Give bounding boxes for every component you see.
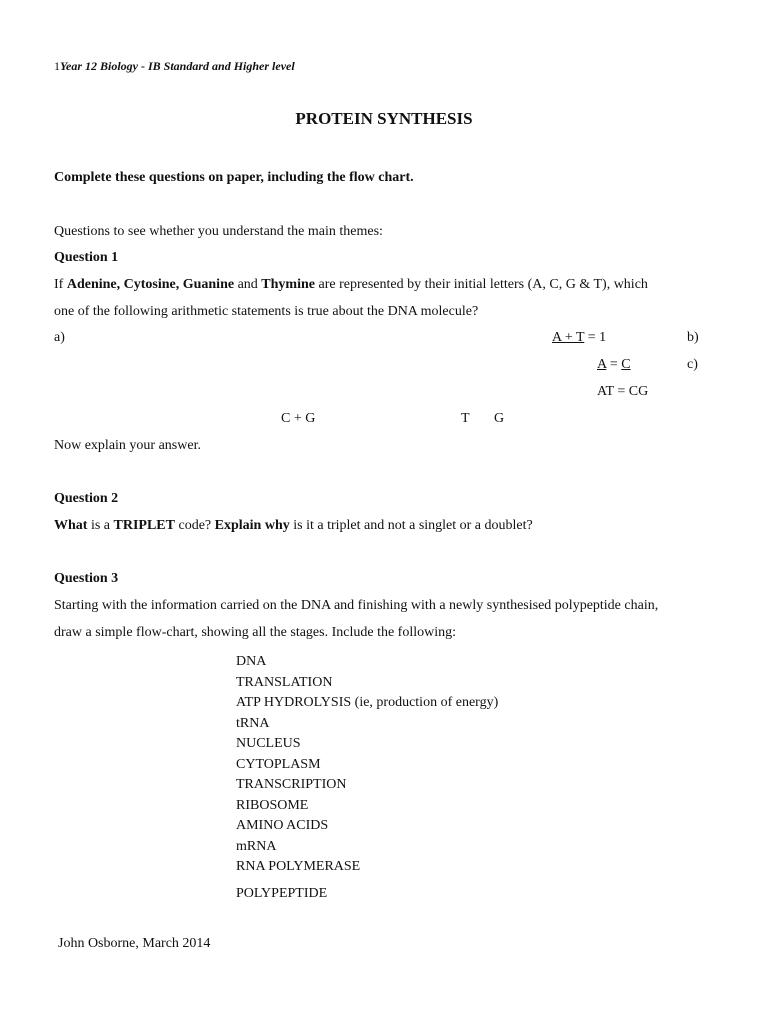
option-a-label: a) [54,330,65,345]
list-item: TRANSLATION [236,674,333,690]
question-3-line-2: draw a simple flow-chart, showing all the stages. Include the following: [54,625,457,640]
list-item: RNA POLYMERASE [236,859,361,874]
q2-bold-triplet: TRIPLET [113,518,175,533]
option-a-numerator: A + T [552,330,585,345]
q2-text-part: code? [174,518,215,533]
question-2-text [54,519,533,533]
option-b-label: b) [687,330,699,345]
list-item: tRNA [236,715,270,731]
q1-text-part: are represented by their initial letters (A, C, G & T), which [314,277,648,292]
option-b-denominator: C [621,357,631,372]
footer-author: John Osborne, March 2014 [58,936,211,951]
list-item: NUCLEUS [236,736,301,751]
page-title: PROTEIN SYNTHESIS [295,109,473,128]
list-item: POLYPEPTIDE [236,885,328,901]
q2-bold-explain: Explain why [214,518,290,533]
option-b-denominator-t: T [461,411,470,426]
option-b-equation [597,358,631,372]
option-c-label: c) [687,357,698,372]
list-item: CYTOPLASM [236,756,321,772]
option-a-denominator: C + G [281,411,316,426]
q2-text-part: is it a triplet and not a singlet or a doublet? [289,518,533,533]
list-item: RIBOSOME [236,797,309,813]
explain-answer-text: Now explain your answer. [54,438,201,453]
option-a-rest: = 1 [584,330,607,345]
q1-text-part: If [54,277,67,292]
q1-bold-bases: Adenine, Cytosine, Guanine [66,277,235,292]
option-b-equals: = [606,357,622,372]
list-item: AMINO ACIDS [236,818,329,833]
list-item: ATP HYDROLYSIS (ie, production of energy) [236,695,499,710]
q2-bold-what: What [54,518,88,533]
list-item: mRNA [236,838,277,854]
option-b-numerator: A [597,357,607,372]
instruction-text: Complete these questions on paper, including the flow chart. [54,170,414,185]
option-c-equation: AT = CG [597,384,649,399]
option-a-equation [552,331,606,345]
question-1-line-2: one of the following arithmetic statements is true about the DNA molecule? [54,304,479,319]
option-b-denominator-g: G [494,411,505,426]
question-1-heading: Question 1 [54,250,119,265]
list-item: DNA [236,654,267,669]
list-item: TRANSCRIPTION [236,777,347,792]
q2-text-part: is a [87,518,114,533]
topic-list [236,652,498,904]
question-2-heading: Question 2 [54,491,119,506]
intro-text: Questions to see whether you understand the main themes: [54,224,383,239]
header-text: Year 12 Biology - IB Standard and Higher level [60,59,295,73]
question-1-line-1 [54,278,648,292]
page-number: 1 [54,59,60,73]
q1-bold-thymine: Thymine [261,277,315,292]
question-3-line-1: Starting with the information carried on the DNA and finishing with a newly synthesised polypeptide chain, [54,598,659,613]
page-header [54,60,295,72]
q1-text-part: and [234,277,262,292]
question-3-heading: Question 3 [54,571,119,586]
